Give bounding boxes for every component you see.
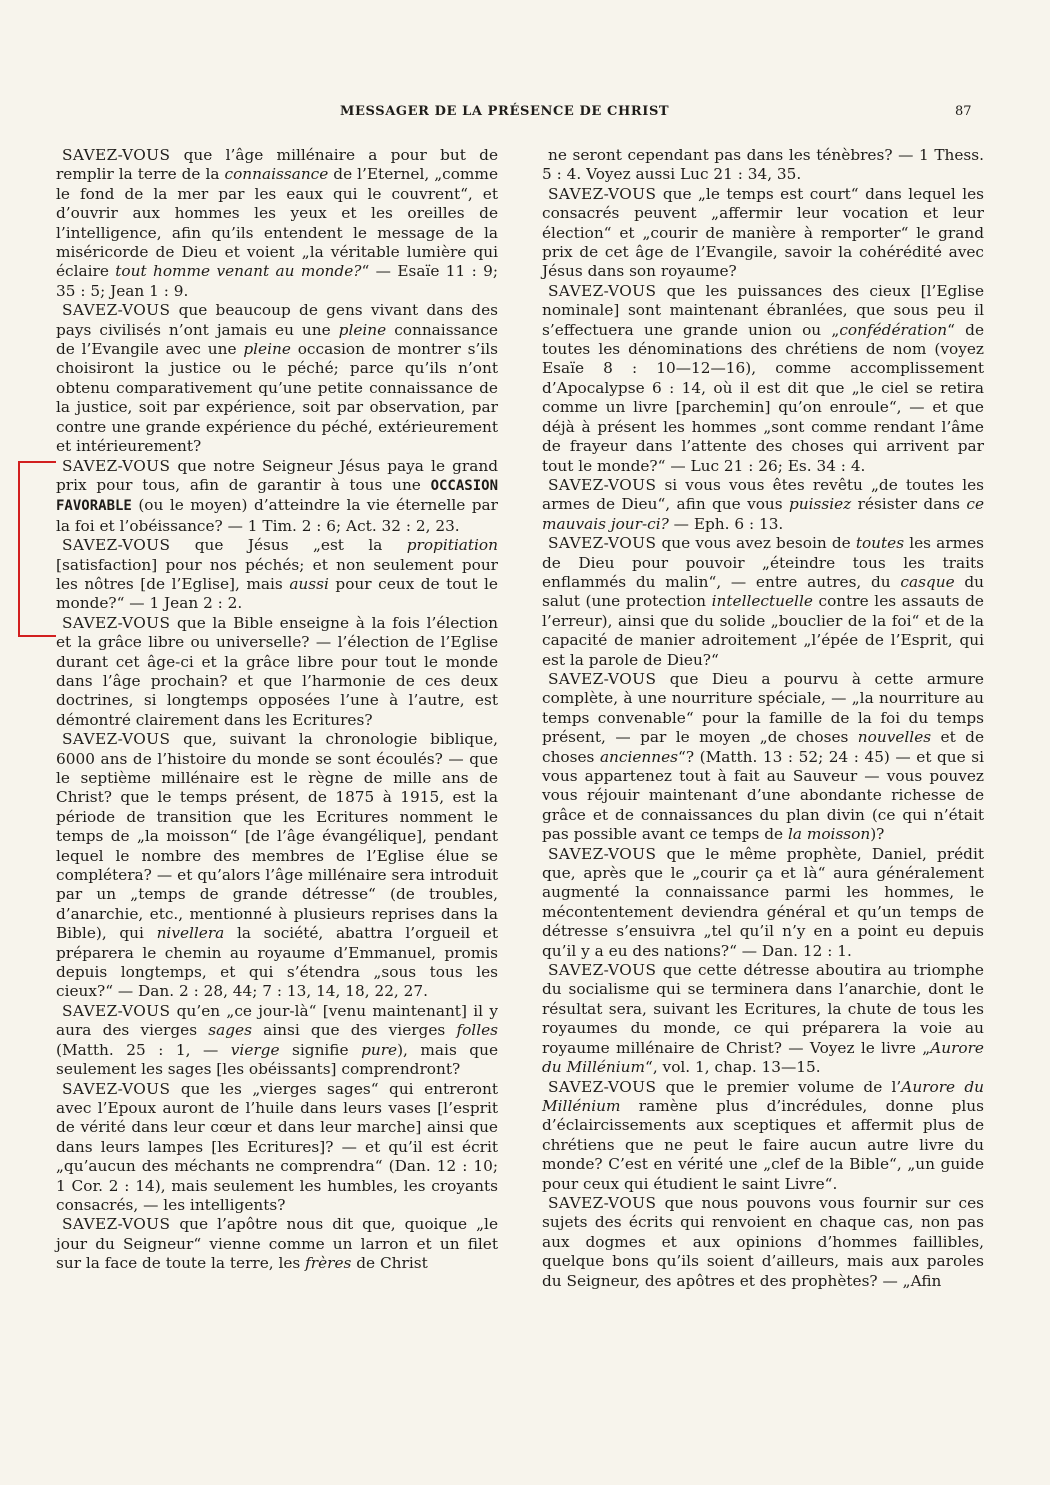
emphasized-text: confédération (839, 320, 948, 339)
paragraph-lead: SAVEZ-VOUS (548, 475, 657, 494)
paragraph-text: (Matth. 25 : 1, — (56, 1040, 231, 1059)
paragraph-text: de Christ (351, 1254, 428, 1273)
paragraph (542, 1078, 984, 1194)
paragraph-lead: SAVEZ-VOUS (62, 1001, 171, 1020)
paragraph-text: ainsi que des vierges (251, 1021, 457, 1040)
emphasized-text: nivellera (156, 924, 225, 943)
paragraph (542, 1194, 984, 1291)
paragraph-lead: SAVEZ-VOUS (62, 1215, 171, 1234)
paragraph-text: que l’apôtre nous dit que, quoique „le jour du Seigneur“ vienne comme un larron et un filet sur la face de toute la terre, les (56, 1215, 498, 1273)
paragraph-lead: SAVEZ-VOUS (62, 1079, 171, 1098)
paragraph-text: que Dieu a pourvu à cette armure complète, à une nourriture spéciale, — „la nourriture au temps convenable“ pour la famille de la foi du temps présent, — par le moyen „de choses (542, 669, 984, 747)
paragraph-text: si vous vous êtes revêtu „de toutes les armes de Dieu“, afin que vous (542, 475, 984, 514)
paragraph-text: que nous pouvons vous fournir sur ces sujets des écrits qui renvoient en chaque cas, non pas aux dogmes et aux opinions d’hommes faillibles, quelque bons qu’ils soient d’ailleurs, mais aux paroles du Seigneur, des apôtres et des prophètes? — „Afin (542, 1193, 984, 1290)
emphasized-text: sages (208, 1021, 252, 1040)
paragraph-text: que „le temps est court“ dans lequel les consacrés peuvent „affermir leur vocation et leur élection“ et „courir de manière à remporter“ le grand prix de cet âge de l’Evangile, savoir la cohérédité avec Jésus dans son royaume? (542, 184, 984, 281)
paragraph-text: de l’Eternel, „comme le fond de la mer par les eaux qui le couvrent“, et d’ouvrir aux hommes les yeux et les oreilles de l’intelligence, afin qu’ils entendent le message de la miséricorde de Dieu et voient „la véritable lumière qui éclaire (56, 165, 498, 281)
right-column (542, 146, 984, 1291)
paragraph-text: les armes de Dieu pour pouvoir „éteindre tous les traits enflammés du malin“, — entre autres, du (542, 534, 984, 591)
paragraph-text: connaissance de l’Evangile avec une (56, 320, 498, 359)
paragraph-text: pour ceux de tout le monde?“ — 1 Jean 2 : 2. (56, 574, 498, 613)
paragraph (542, 845, 984, 961)
paragraph-text: que les puissances des cieux [l’Eglise nominale] sont maintenant ébranlées, que sous peu il s’effectuera une grande union ou „ (542, 281, 984, 339)
emphasized-text: pleine (243, 340, 291, 359)
paragraph-text: “ de toutes les dénominations des chrétiens de nom (voyez Esaïe 8 : 10—12—16), comme accomplissement d’Apocalypse 6 : 14, où il est dit que „le ciel se retira comme un livre [parchemin] qu’on enroule“, — et que déjà à présent les hommes „sont comme rendant l’âme de frayeur dans l’attente des choses qui arrivent par tout le monde?“ — Luc 21 : 26; Es. 34 : 4. (542, 320, 984, 475)
emphasized-text: tout homme venant au monde? (115, 262, 362, 281)
emphasized-text: la moisson (787, 825, 871, 844)
paragraph (56, 146, 498, 301)
paragraph (542, 476, 984, 534)
paragraph-text: )? (870, 825, 885, 844)
emphasized-text: frères (305, 1254, 352, 1273)
paragraph-text: que cette détresse aboutira au triomphe du socialisme qui se terminera dans l’anarchie, dont le résultat sera, suivant les Ecritures, la chute de tous les royaumes du monde, ce qui préparera la voie au royaume millénaire de Christ? — Voyez le livre „ (542, 961, 984, 1057)
paragraph-text: que l’âge millénaire a pour but de remplir la terre de la (56, 146, 498, 184)
emphasized-text: connaissance (224, 165, 329, 184)
emphasized-text: Aurore du Millénium (542, 1077, 984, 1115)
emphasized-text: toutes (855, 534, 905, 553)
paragraph (542, 282, 984, 476)
paragraph-lead: SAVEZ-VOUS (548, 184, 657, 203)
paragraph-lead: SAVEZ-VOUS (548, 281, 657, 300)
paragraph-text: que les „vierges sages“ qui entreront avec l’Epoux auront de l’huile dans leurs vases [l’esprit de vérité dans leur cœur et dans leur marche] ainsi que dans leurs lampes [les Ecritures]? — et qu’il est écrit „qu’aucun des méchants ne comprendra“ (Dan. 12 : 10; 1 Cor. 2 : 14), mais seulement les humbles, les croyants consacrés, — les intelligents? (56, 1079, 498, 1214)
running-title: MESSAGER DE LA PRÉSENCE DE CHRIST (340, 104, 670, 119)
paragraph-text: la société, abattra l’orgueil et préparera le chemin au royaume d’Emmanuel, promis depuis longtemps, et qui s’étendra „sous tous les cieux?“ — Dan. 2 : 28, 44; 7 : 13, 14, 18, 22, 27. (56, 924, 498, 1001)
emphasized-text: pure (361, 1040, 398, 1059)
paragraph-text: ), mais que seulement les sages [les obéissants] comprendront? (56, 1040, 498, 1079)
paragraph-lead: SAVEZ-VOUS (62, 613, 171, 632)
emphasized-text: pleine (338, 320, 387, 339)
paragraph (56, 536, 498, 614)
paragraph (56, 614, 498, 730)
paragraph (542, 534, 984, 670)
paragraph-text: et de choses (542, 728, 984, 766)
paragraph-lead: SAVEZ-VOUS (62, 456, 171, 475)
paragraph (56, 1002, 498, 1080)
paragraph-text: “? (Matth. 13 : 52; 24 : 45) — et que si vous appartenez tout à fait au Sauveur — vous pouvez vous réjouir maintenant d’une abondante richesse de grâce et de connaissances du plan divin (ce qui n’était pas possible avant ce temps de (542, 747, 984, 844)
paragraph (56, 1080, 498, 1216)
paragraph-text: “, vol. 1, chap. 13—15. (645, 1058, 821, 1077)
paragraph-text: que notre Seigneur Jésus paya le grand prix pour tous, afin de garantir à tous une (56, 456, 498, 494)
emphasized-text: ce mauvais jour-ci? (542, 495, 985, 533)
running-header (0, 104, 1050, 124)
paragraph-text: signifie (279, 1040, 362, 1059)
paragraph (542, 146, 984, 185)
paragraph (542, 670, 984, 845)
emphasized-text: folles (456, 1021, 498, 1040)
paragraph-text: résister dans (851, 495, 967, 514)
emphasized-text: propitiation (406, 536, 498, 555)
paragraph-lead: SAVEZ-VOUS (548, 1193, 657, 1212)
paragraph-text: que la Bible enseigne à la fois l’élection et la grâce libre ou universelle? — l’élection de l’Eglise durant cet âge-ci et la grâce libre pour tout le monde dans l’âge prochain? et que l’harmonie de ces deux doctrines, si longtemps opposées l’une à l’autre, est démontré clairement dans les Ecritures? (56, 613, 498, 729)
paragraph (542, 185, 984, 282)
margin-bracket-marker (18, 461, 56, 637)
emphasized-text: vierge (230, 1040, 280, 1059)
paragraph-lead: SAVEZ-VOUS (62, 146, 171, 164)
emphasized-text: anciennes (599, 747, 679, 766)
paragraph-lead: SAVEZ-VOUS (548, 669, 657, 688)
emphasized-text: casque (900, 572, 955, 591)
paragraph-lead: SAVEZ-VOUS (548, 1077, 657, 1096)
paragraph-text: que le premier volume de l’ (656, 1077, 902, 1096)
left-column (56, 146, 498, 1274)
paragraph-text: du salut (une protection (542, 572, 984, 611)
paragraph-text: “ — Esaïe 11 : 9; 35 : 5; Jean 1 : 9. (56, 262, 498, 300)
paragraph-lead: SAVEZ-VOUS (548, 534, 657, 553)
paragraph-text: que vous avez besoin de (656, 534, 856, 553)
paragraph-lead: SAVEZ-VOUS (62, 730, 171, 749)
paragraph-text: (ou le moyen) d’atteindre la vie éternelle par la foi et l’obéissance? — 1 Tim. 2 : 6; Act. 32 : 2, 23. (56, 496, 498, 535)
paragraph-lead: SAVEZ-VOUS (62, 301, 171, 320)
paragraph (56, 457, 498, 537)
emphasized-text: aussi (289, 574, 329, 593)
page-number: 87 (955, 104, 972, 119)
paragraph-text: ramène plus d’incrédules, donne plus d’éclaircissements aux sceptiques et affermit plus de chrétiens que ne peut le faire aucun autre livre du monde? C’est en vérité une „clef de la Bible“, „un guide pour ceux qui étudient le saint Livre“. (542, 1096, 984, 1193)
emphasized-text: intellectuelle (711, 592, 813, 611)
paragraph-text: que le même prophète, Daniel, prédit que, après que le „courir ça et là“ aura généralement augmenté la connaissance parmi les hommes, le mécontentement deviendra général et qu’un temps de détresse s’ensuivra „tel qu’il n’y en a point eu depuis qu’il y a eu des nations?“ — Dan. 12 : 1. (542, 844, 984, 960)
paragraph-text: que, suivant la chronologie biblique, 6000 ans de l’histoire du monde se sont écoulés? — que le septième millénaire est le règne de mille ans de Christ? que le temps présent, de 1875 à 1915, est la période de transition que les Ecritures nomment le temps de „la moisson“ [de l’âge évangélique], pendant lequel le nombre des membres de l’Eglise élue se complétera? — et qu’alors l’âge millénaire sera introduit par un „temps de grande détresse“ (de troubles, d’anarchie, etc., mentionné à plusieurs reprises dans la Bible), qui (56, 730, 498, 943)
emphasized-text: puissiez (788, 495, 852, 514)
emphasized-text: nouvelles (857, 728, 932, 747)
paragraph (56, 1215, 498, 1273)
paragraph (56, 301, 498, 456)
paragraph-lead: SAVEZ-VOUS (548, 844, 657, 863)
paragraph-text: [satisfaction] pour nos péchés; et non seulement pour les nôtres [de l’Eglise], mais (56, 555, 498, 593)
paragraph-text: qu’en „ce jour-là“ [venu maintenant] il y aura des vierges (56, 1001, 498, 1040)
paragraph (56, 730, 498, 1002)
paragraph-text: ne seront cependant pas dans les ténèbres? — 1 Thess. 5 : 4. Voyez aussi Luc 21 : 34, 35. (542, 146, 984, 184)
paragraph (542, 961, 984, 1077)
emphasized-caps-text: OCCASION FAVORABLE (56, 477, 498, 515)
paragraph-text: que beaucoup de gens vivant dans des pays civilisés n’ont jamais eu une (56, 301, 498, 339)
paragraph-text: — Eph. 6 : 13. (668, 514, 784, 533)
paragraph-lead: SAVEZ-VOUS (548, 961, 657, 980)
paragraph-lead: SAVEZ-VOUS (62, 536, 171, 555)
paragraph-text: contre les assauts de l’erreur), ainsi que du solide „bouclier de la foi“ et de la capacité de manier adroitement „l’épée de l’Esprit, qui est la parole de Dieu?“ (542, 592, 984, 669)
paragraph-text: que Jésus „est la (170, 536, 407, 555)
paragraph-text: occasion de montrer s’ils choisiront la justice ou le péché; parce qu’ils n’ont obtenu comparativement qu’une petite connaissance de la justice, soit par expérience, soit par observation, par contre une grande expérience du péché, extérieurement et intérieurement? (56, 340, 498, 456)
emphasized-text: Aurore du Millénium (542, 1038, 984, 1077)
